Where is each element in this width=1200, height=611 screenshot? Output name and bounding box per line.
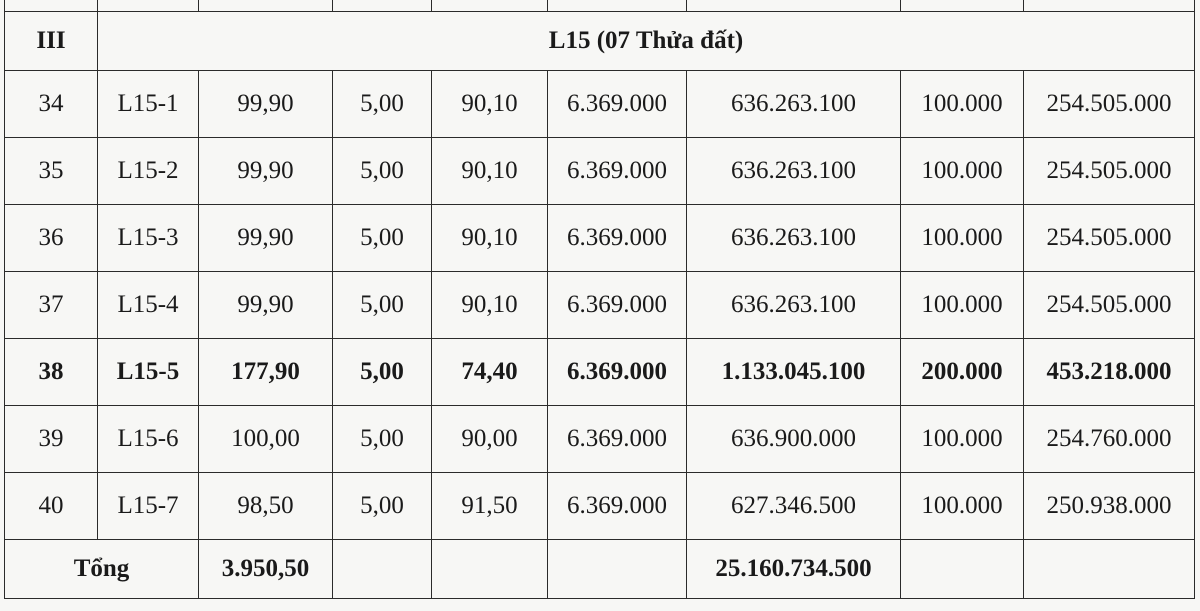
- row-number: 38: [5, 339, 98, 406]
- row-number: 36: [5, 205, 98, 272]
- section-title: L15 (07 Thửa đất): [98, 12, 1195, 71]
- col8-cell: 100.000: [901, 138, 1024, 205]
- plot-code: L15-5: [98, 339, 199, 406]
- col8-cell: 200.000: [901, 339, 1024, 406]
- col8-cell: 100.000: [901, 71, 1024, 138]
- col8-cell: 100.000: [901, 205, 1024, 272]
- table-row: [5, 406, 1195, 473]
- col5-cell: 74,40: [432, 339, 548, 406]
- row-number: 35: [5, 138, 98, 205]
- plot-code: L15-7: [98, 473, 199, 540]
- amount-cell: 636.263.100: [687, 205, 901, 272]
- col4-cell: 5,00: [333, 138, 432, 205]
- table-row: [5, 205, 1195, 272]
- unit-price-cell: 6.369.000: [548, 339, 687, 406]
- col4-cell: 5,00: [333, 339, 432, 406]
- area-cell: 99,90: [199, 272, 333, 339]
- col8-cell: 100.000: [901, 272, 1024, 339]
- col8-cell: 100.000: [901, 473, 1024, 540]
- row-number: 40: [5, 473, 98, 540]
- amount-cell: 636.900.000: [687, 406, 901, 473]
- area-cell: 177,90: [199, 339, 333, 406]
- col5-cell: 90,10: [432, 71, 548, 138]
- col4-cell: 5,00: [333, 406, 432, 473]
- total-empty-cell: [548, 540, 687, 599]
- area-cell: 99,90: [199, 71, 333, 138]
- col5-cell: 90,10: [432, 272, 548, 339]
- row-number: 37: [5, 272, 98, 339]
- unit-price-cell: 6.369.000: [548, 473, 687, 540]
- total-area: 3.950,50: [199, 540, 333, 599]
- plot-code: L15-4: [98, 272, 199, 339]
- table-row: [5, 339, 1195, 406]
- total-empty-cell: [901, 540, 1024, 599]
- total-empty-cell: [333, 540, 432, 599]
- col9-cell: 254.760.000: [1024, 406, 1195, 473]
- col9-cell: 250.938.000: [1024, 473, 1195, 540]
- table-row: [5, 71, 1195, 138]
- col4-cell: 5,00: [333, 473, 432, 540]
- plot-code: L15-3: [98, 205, 199, 272]
- unit-price-cell: 6.369.000: [548, 406, 687, 473]
- col5-cell: 91,50: [432, 473, 548, 540]
- amount-cell: 636.263.100: [687, 138, 901, 205]
- amount-cell: 636.263.100: [687, 272, 901, 339]
- col9-cell: 453.218.000: [1024, 339, 1195, 406]
- plot-code: L15-6: [98, 406, 199, 473]
- area-cell: 99,90: [199, 138, 333, 205]
- col9-cell: 254.505.000: [1024, 138, 1195, 205]
- unit-price-cell: 6.369.000: [548, 138, 687, 205]
- unit-price-cell: 6.369.000: [548, 71, 687, 138]
- col5-cell: 90,10: [432, 138, 548, 205]
- table-row: [5, 138, 1195, 205]
- table-row: [5, 272, 1195, 339]
- area-cell: 99,90: [199, 205, 333, 272]
- plot-code: L15-1: [98, 71, 199, 138]
- amount-cell: 1.133.045.100: [687, 339, 901, 406]
- col8-cell: 100.000: [901, 406, 1024, 473]
- row-number: 39: [5, 406, 98, 473]
- col9-cell: 254.505.000: [1024, 71, 1195, 138]
- col9-cell: 254.505.000: [1024, 272, 1195, 339]
- total-amount: 25.160.734.500: [687, 540, 901, 599]
- total-empty-cell: [1024, 540, 1195, 599]
- amount-cell: 636.263.100: [687, 71, 901, 138]
- col5-cell: 90,00: [432, 406, 548, 473]
- section-header-row: [5, 12, 1195, 71]
- col9-cell: 254.505.000: [1024, 205, 1195, 272]
- col4-cell: 5,00: [333, 272, 432, 339]
- area-cell: 100,00: [199, 406, 333, 473]
- unit-price-cell: 6.369.000: [548, 272, 687, 339]
- area-cell: 98,50: [199, 473, 333, 540]
- col5-cell: 90,10: [432, 205, 548, 272]
- table-row: [5, 473, 1195, 540]
- total-empty-cell: [432, 540, 548, 599]
- section-code: III: [5, 12, 98, 71]
- col4-cell: 5,00: [333, 205, 432, 272]
- land-plot-table: [4, 0, 1195, 599]
- amount-cell: 627.346.500: [687, 473, 901, 540]
- row-number: 34: [5, 71, 98, 138]
- unit-price-cell: 6.369.000: [548, 205, 687, 272]
- total-row: [5, 540, 1195, 599]
- col4-cell: 5,00: [333, 71, 432, 138]
- total-label: Tổng: [5, 540, 199, 599]
- plot-code: L15-2: [98, 138, 199, 205]
- previous-rows-edge: [5, 0, 1195, 12]
